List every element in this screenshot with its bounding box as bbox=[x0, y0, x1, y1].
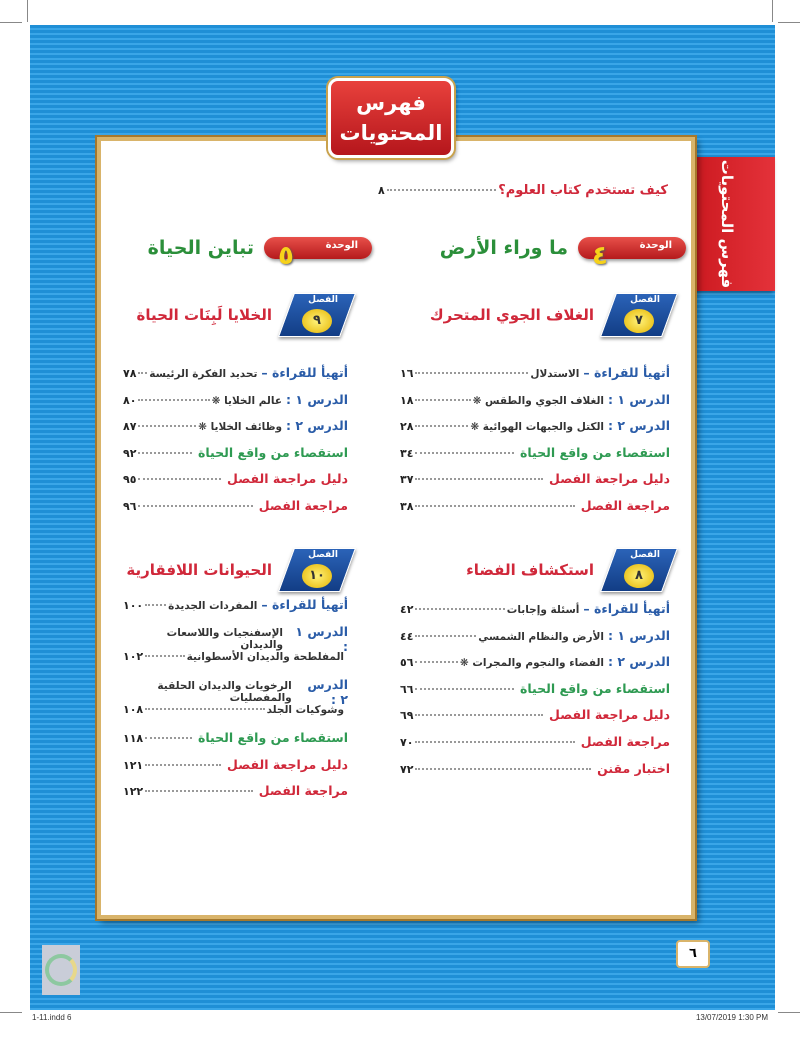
toc-entry[interactable] bbox=[123, 730, 348, 757]
footer-timestamp: 13/07/2019 1:30 PM bbox=[695, 1013, 768, 1022]
toc-entry[interactable] bbox=[123, 392, 348, 419]
page-number: ٦ bbox=[676, 940, 710, 968]
entry-title: مراجعة الفصل bbox=[580, 497, 670, 513]
toc-entry[interactable] bbox=[123, 471, 348, 498]
dot-leader bbox=[138, 478, 221, 480]
entry-page: ٤٢ bbox=[400, 603, 414, 616]
intro-entry bbox=[378, 183, 668, 198]
entry-subtitle: الكتل والجبهات الهوائية ❋ bbox=[470, 421, 604, 434]
entry-title: الدرس ٢ : bbox=[307, 676, 348, 707]
dot-leader bbox=[138, 372, 147, 374]
entry-page: ٩٢ bbox=[123, 446, 137, 460]
entry-subtitle: أسئلة وإجابات bbox=[506, 604, 580, 616]
toc-entry[interactable] bbox=[123, 623, 348, 654]
entry-page: ٦٩ bbox=[400, 709, 414, 723]
chapter-badge bbox=[608, 548, 670, 592]
unit-label: الوحدة bbox=[639, 240, 672, 251]
dot-leader bbox=[415, 608, 504, 610]
entry-page: ٥٦ bbox=[400, 656, 414, 670]
toc-entry[interactable] bbox=[400, 734, 670, 761]
dot-leader bbox=[415, 505, 574, 507]
chapter-number: ٩ bbox=[302, 309, 332, 333]
chapter-title: الحيوانات اللافقارية bbox=[126, 561, 272, 579]
entry-title: الدرس ٢ : bbox=[608, 654, 670, 670]
toc-entry[interactable] bbox=[400, 365, 670, 392]
toc-entry[interactable] bbox=[400, 761, 670, 788]
entry-title: دليل مراجعة الفصل bbox=[227, 471, 348, 487]
toc-entry[interactable] bbox=[123, 597, 348, 624]
entry-title: مراجعة الفصل bbox=[580, 733, 670, 749]
chapter-number: ٧ bbox=[624, 309, 654, 333]
chapter-entries bbox=[400, 365, 670, 525]
entry-title: الدرس ١ : bbox=[608, 627, 670, 643]
entry-page: ٣٤ bbox=[400, 446, 414, 460]
unit-badge bbox=[578, 237, 686, 271]
chapter-header bbox=[466, 548, 670, 592]
dot-leader bbox=[138, 452, 192, 454]
toc-entry[interactable] bbox=[123, 418, 348, 445]
entry-title: مراجعة الفصل bbox=[258, 497, 348, 513]
chapter-title: الخلايا لَبِنَات الحياة bbox=[136, 306, 272, 324]
entry-page: ٩٥ bbox=[123, 473, 137, 487]
toc-entry[interactable] bbox=[400, 392, 670, 419]
dot-leader bbox=[138, 399, 209, 401]
dot-leader bbox=[415, 741, 574, 743]
entry-subtitle: وشوكيات الجلد bbox=[266, 704, 344, 717]
toc-entry[interactable] bbox=[123, 650, 348, 677]
dot-leader bbox=[415, 425, 468, 427]
dot-leader bbox=[415, 399, 470, 401]
dot-leader bbox=[415, 661, 457, 663]
publisher-logo bbox=[42, 945, 80, 995]
entry-subtitle: الأرض والنظام الشمسي bbox=[478, 630, 604, 643]
entry-title: أتهيأ للقراءة – bbox=[261, 597, 348, 612]
unit-title: ما وراء الأرض bbox=[439, 237, 568, 259]
entry-title: أتهيأ للقراءة – bbox=[261, 365, 348, 380]
unit-label: الوحدة bbox=[325, 240, 358, 251]
chapter-title: الغلاف الجوي المتحرك bbox=[429, 306, 594, 324]
dot-leader bbox=[415, 714, 543, 716]
entry-page: ١٢٢ bbox=[123, 785, 144, 799]
toc-entry[interactable] bbox=[123, 783, 348, 810]
chapter-label: الفصل bbox=[630, 550, 660, 560]
entry-title: أتهيأ للقراءة – bbox=[583, 365, 670, 380]
dot-leader bbox=[415, 452, 514, 454]
unit-4-header bbox=[439, 237, 686, 271]
entry-subtitle: تحديد الفكرة الرئيسة bbox=[149, 368, 258, 380]
chapter-badge bbox=[608, 293, 670, 337]
dot-leader bbox=[145, 764, 221, 766]
footer-file: 1-11.indd 6 bbox=[32, 1013, 72, 1022]
entry-subtitle: الاستدلال bbox=[530, 368, 580, 380]
toc-entry[interactable] bbox=[400, 418, 670, 445]
unit-number: ٤ bbox=[592, 241, 608, 271]
entry-page: ١١٨ bbox=[123, 731, 144, 745]
entry-page: ٩٦ bbox=[123, 499, 137, 513]
unit-5-header bbox=[147, 237, 372, 271]
toc-entry[interactable] bbox=[400, 628, 670, 655]
entry-page: ٦٦ bbox=[400, 682, 414, 696]
entry-page: ٧٢ bbox=[400, 762, 414, 776]
entry-subtitle: الفضاء والنجوم والمجرات ❋ bbox=[459, 657, 604, 670]
unit-number: ٥ bbox=[278, 241, 294, 271]
entry-subtitle: المفلطحة والديدان الأسطوانية bbox=[186, 651, 344, 664]
chapter-entries bbox=[400, 601, 670, 787]
toc-entry[interactable] bbox=[123, 703, 348, 730]
entry-title: أتهيأ للقراءة – bbox=[583, 601, 670, 616]
side-tab-label: فهرس المحتويات bbox=[718, 159, 736, 289]
toc-entry[interactable] bbox=[400, 498, 670, 525]
entry-page: ٨٠ bbox=[123, 393, 137, 407]
chapter-badge bbox=[286, 293, 348, 337]
toc-entry[interactable] bbox=[123, 676, 348, 707]
entry-page: ١٠٢ bbox=[123, 650, 144, 664]
entry-subtitle: المفردات الجديدة bbox=[168, 600, 258, 612]
toc-entry[interactable] bbox=[400, 445, 670, 472]
dot-leader bbox=[415, 688, 514, 690]
chapter-header bbox=[430, 293, 670, 337]
toc-entry[interactable] bbox=[123, 445, 348, 472]
dot-leader bbox=[387, 189, 497, 191]
toc-entry[interactable] bbox=[400, 681, 670, 708]
entry-page: ٤٤ bbox=[400, 629, 414, 643]
entry-page: ٣٧ bbox=[400, 473, 414, 487]
unit-title: تباين الحياة bbox=[147, 237, 254, 259]
entry-title: الدرس ٢ : bbox=[286, 418, 348, 434]
intro-page: ٨ bbox=[378, 184, 385, 197]
dot-leader bbox=[138, 505, 252, 507]
entry-title: الدرس ١ : bbox=[286, 391, 348, 407]
entry-page: ٧٨ bbox=[123, 367, 137, 380]
entry-page: ١٦ bbox=[400, 367, 414, 380]
title-badge bbox=[328, 78, 454, 158]
chapter-number: ١٠ bbox=[302, 564, 332, 588]
entry-title: دليل مراجعة الفصل bbox=[549, 471, 670, 487]
dot-leader bbox=[415, 372, 528, 374]
entry-title: استقصاء من واقع الحياة bbox=[197, 444, 348, 460]
dot-leader bbox=[415, 768, 591, 770]
entry-page: ٣٨ bbox=[400, 499, 414, 513]
entry-page: ٨٧ bbox=[123, 420, 137, 434]
entry-title: استقصاء من واقع الحياة bbox=[519, 444, 670, 460]
dot-leader bbox=[415, 478, 543, 480]
dot-leader bbox=[145, 708, 264, 710]
title-line-2: المحتويات bbox=[339, 121, 443, 145]
chapter-title: استكشاف الفضاء bbox=[466, 561, 594, 579]
toc-entry[interactable] bbox=[400, 471, 670, 498]
chapter-label: الفصل bbox=[630, 295, 660, 305]
unit-badge bbox=[264, 237, 372, 271]
chapter-label: الفصل bbox=[308, 295, 338, 305]
dot-leader bbox=[415, 635, 476, 637]
title-line-1: فهرس bbox=[356, 91, 426, 115]
entry-title: اختبار مقنن bbox=[597, 760, 670, 776]
chapter-entries bbox=[123, 597, 348, 810]
entry-title: الدرس ١ : bbox=[295, 623, 348, 654]
chapter-label: الفصل bbox=[308, 550, 338, 560]
dot-leader bbox=[145, 655, 184, 657]
toc-entry[interactable] bbox=[400, 707, 670, 734]
entry-subtitle: الرخويات والديدان الحلقية والمفصليات bbox=[157, 679, 292, 704]
entry-title: دليل مراجعة الفصل bbox=[227, 756, 348, 772]
entry-title: استقصاء من واقع الحياة bbox=[197, 729, 348, 745]
entry-subtitle: عالم الخلايا ❋ bbox=[211, 394, 282, 407]
chapter-header bbox=[126, 548, 348, 592]
entry-page: ٢٨ bbox=[400, 420, 414, 434]
entry-page: ١٨ bbox=[400, 393, 414, 407]
entry-title: مراجعة الفصل bbox=[258, 783, 348, 799]
dot-leader bbox=[138, 425, 196, 427]
entry-title: دليل مراجعة الفصل bbox=[549, 707, 670, 723]
entry-title: استقصاء من واقع الحياة bbox=[519, 680, 670, 696]
dot-leader bbox=[145, 737, 192, 739]
entry-page: ٧٠ bbox=[400, 735, 414, 749]
toc-entry[interactable] bbox=[123, 757, 348, 784]
entry-subtitle: الغلاف الجوي والطقس ❋ bbox=[472, 394, 604, 407]
chapter-entries bbox=[123, 365, 348, 525]
toc-entry[interactable] bbox=[400, 654, 670, 681]
entry-title: الدرس ٢ : bbox=[608, 418, 670, 434]
toc-entry[interactable] bbox=[123, 498, 348, 525]
dot-leader bbox=[145, 790, 253, 792]
entry-subtitle: الإسفنجيات واللاسعات والديدان bbox=[166, 626, 284, 651]
entry-page: ١٠٨ bbox=[123, 703, 144, 717]
chapter-header bbox=[137, 293, 348, 337]
chapter-badge bbox=[286, 548, 348, 592]
toc-entry[interactable] bbox=[123, 365, 348, 392]
intro-label: كيف تستخدم كتاب العلوم؟ bbox=[498, 183, 668, 198]
dot-leader bbox=[145, 604, 166, 606]
chapter-number: ٨ bbox=[624, 564, 654, 588]
entry-title: الدرس ١ : bbox=[608, 391, 670, 407]
entry-page: ١٠٠ bbox=[123, 599, 144, 612]
toc-entry[interactable] bbox=[400, 601, 670, 628]
entry-page: ١٢١ bbox=[123, 758, 144, 772]
entry-subtitle: وظائف الخلايا ❋ bbox=[198, 421, 282, 434]
